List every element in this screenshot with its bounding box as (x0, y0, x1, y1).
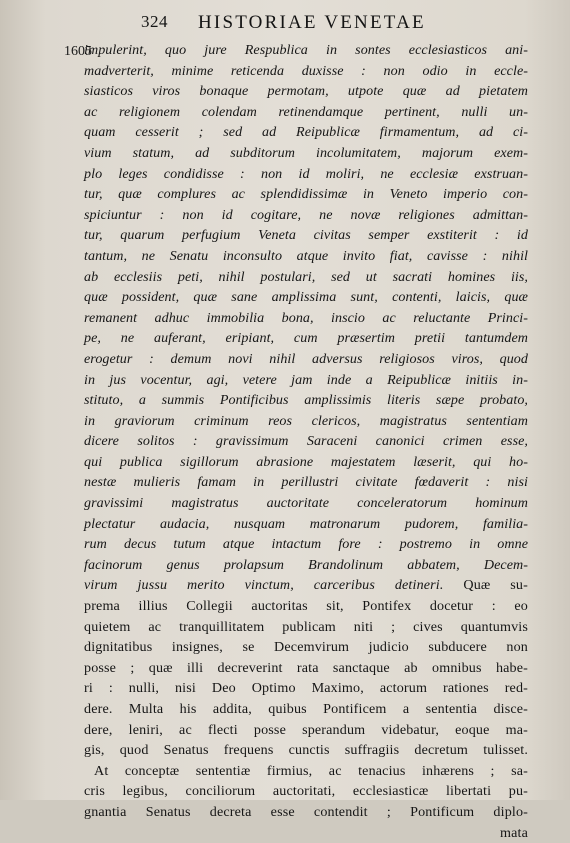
text-line: quam cesserit ; sed ad Reipublicæ firmamentum, ad ci- (84, 124, 528, 141)
text-line: vium statum, ad subditorum incolumitatem, majorum exem- (84, 144, 528, 161)
text-line: quietem ac tranquillitatem publicam niti ; cives quantumvis (84, 618, 528, 635)
text-line: plectatur audacia, nusquam matronarum pudorem, familia- (84, 515, 528, 532)
text-line: cris legibus, conciliorum auctoritati, ecclesiasticæ libertati pu- (84, 783, 528, 800)
text-line: dicere solitos : gravissimum Saraceni canonici crimen esse, (84, 433, 528, 450)
text-line: ri : nulli, nisi Deo Optimo Maximo, actorum rationes red- (84, 680, 528, 697)
text-line: quæ possident, quæ sane amplissima sunt, contenti, laicis, quæ (84, 289, 528, 306)
text-line: rum decus tutum atque intactum fore : postremo in omne (84, 536, 528, 553)
text-line: prema illius Collegii auctoritas sit, Pontifex docetur : eo (84, 598, 528, 615)
text-line: tur, quæ complures ac splendidissimæ in Veneto imperio con- (84, 186, 528, 203)
text-line: qui publica sigillorum abrasione majestatem læserit, qui ho- (84, 453, 528, 470)
text-line: plo leges condidisse : non id moliri, ne ecclesiæ exstruan- (84, 165, 528, 182)
text-line: stituto, a summis Pontificibus amplissimis literis sæpe probato, (84, 392, 528, 409)
text-line: posse ; quæ illi decreverint rata sanctaque ab omnibus habe- (84, 659, 528, 676)
text-line: remanent adhuc immobilia bona, inscio ac reluctante Princi- (84, 309, 528, 326)
text-line: gnantia Senatus decreta esse contendit ; Pontificum diplo- (84, 803, 528, 820)
text-line: ab ecclesiis peti, nihil postulari, sed ut sacrati homines iis, (84, 268, 528, 285)
text-line: tantum, ne Senatu inconsulto atque invito fiat, cavisse : nihil (84, 247, 528, 264)
text-line: in graviorum criminum reos clericos, magistratus sententiam (84, 412, 528, 429)
text-line: gravissimi magistratus auctoritate conceleratorum hominum (84, 495, 528, 512)
text-line: facinorum genus prolapsum Brandolinum abbatem, Decem- (84, 556, 528, 573)
page-header (0, 12, 570, 36)
text-line: ac religionem colendam retinendamque pertinent, nulli un- (84, 103, 528, 120)
text-line: madverterit, minime reticenda duxisse : non odio in eccle- (84, 62, 528, 79)
text-line-paragraph-start: At conceptæ sententiæ firmius, ac tenacius inhærens ; sa- (94, 762, 528, 779)
text-line: siasticos viros bonaque permotam, utpote quæ ad pietatem (84, 83, 528, 100)
text-line: tur, quarum perfugium Veneta civitas semper exstiterit : id (84, 227, 528, 244)
text-line: pe, ne auferant, eripiant, cum præsertim pretii tantumdem (84, 330, 528, 347)
text-line: spiciuntur : non id cogitare, ne novæ religiones admittan- (84, 206, 528, 223)
text-line-italic-part: virum jussu merito vinctum, carceribus detineri. (84, 577, 444, 594)
running-head: HISTORIAE VENETAE (198, 12, 426, 33)
text-line: erogetur : demum novi nihil adversus religiosos viros, quod (84, 350, 528, 367)
text-line: impulerint, quo jure Respublica in sontes ecclesiasticos ani- (84, 42, 528, 58)
text-line: gis, quod Senatus frequens cunctis suffragiis decretum tulisset. (84, 742, 528, 759)
text-line: nestæ mulieris famam in perillustri civitate fœdaverit : nisi (84, 474, 528, 491)
text-line: dere. Multa his addita, quibus Pontificem a sententia disce- (84, 701, 528, 717)
page-number: 324 (141, 12, 168, 31)
catchword: mata (500, 824, 528, 841)
text-line: dere, leniri, ac flecti posse sperandum videbatur, eoque ma- (84, 721, 528, 738)
text-line: dignitatibus insignes, se Decemvirum judicio subducere non (84, 639, 528, 656)
text-line-mixed (84, 575, 528, 596)
text-line-roman-part: Quæ su- (463, 577, 528, 594)
text-line: in jus vocentur, agi, vetere jam inde a Reipublicæ initiis in- (84, 371, 528, 388)
margin-year: 1605 (64, 44, 92, 59)
body-text (84, 40, 528, 843)
